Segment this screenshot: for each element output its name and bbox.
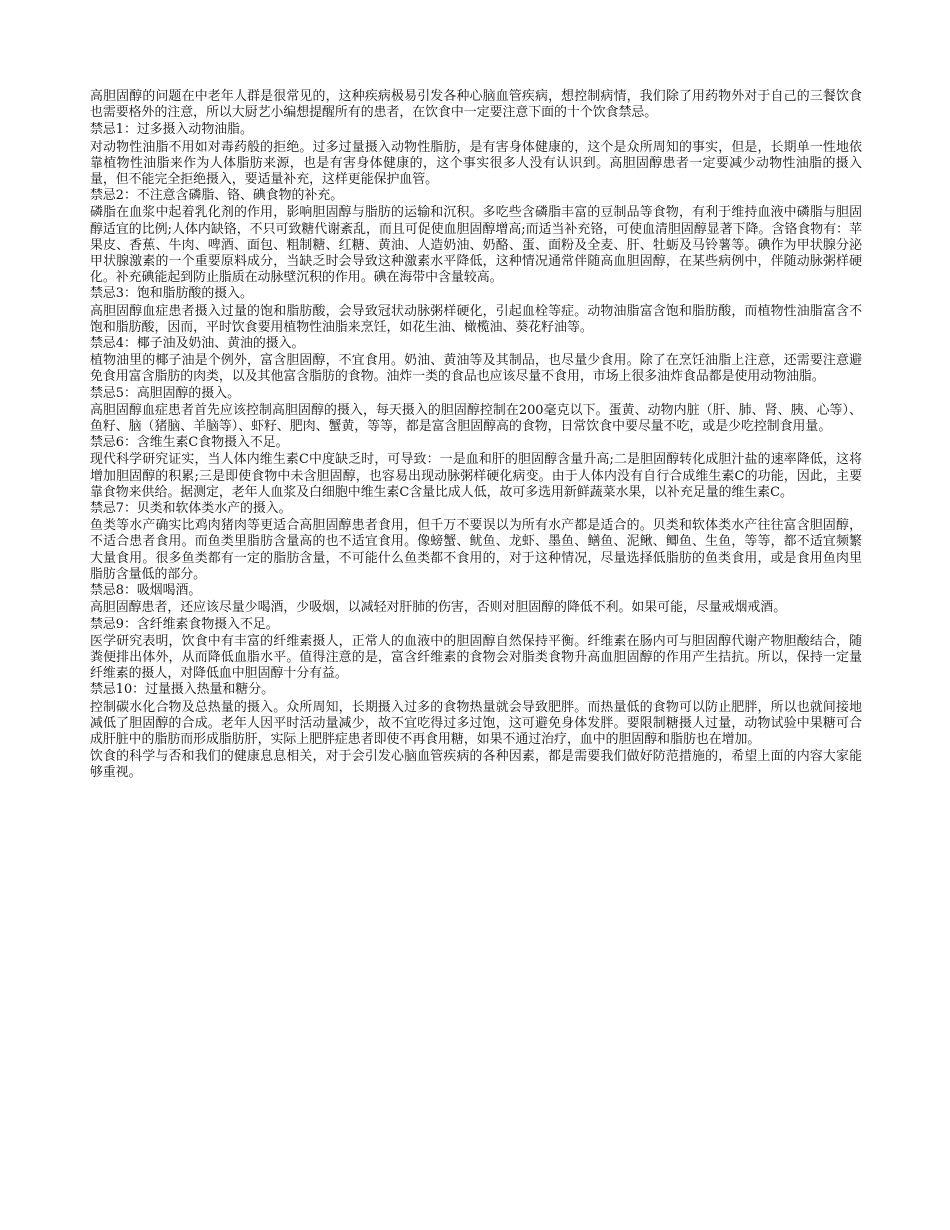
outro-paragraph: 饮食的科学与否和我们的健康息息相关，对于会引发心脑血管疾病的各种因素，都是需要我们做好防范措施的，希望上面的内容大家能够重视。	[90, 749, 862, 781]
section-2	[90, 188, 862, 286]
section-heading: 禁忌4：椰子油及奶油、黄油的摄入。	[90, 336, 305, 352]
section-body: 植物油里的椰子油是个例外，富含胆固醇，不宜食用。奶油、黄油等及其制品，也尽量少食用。除了在烹饪油脂上注意，还需要注意避免食用富含脂肪的肉类，以及其他富含脂肪的食物。油炸一类的食品也应该尽量不食用，市场上很多油炸食品都是使用动物油脂。	[90, 353, 862, 385]
section-body: 医学研究表明，饮食中有丰富的纤维素摄人，正常人的血液中的胆固醇自然保持平衡。纤维素在肠内可与胆固醇代谢产物胆酸结合，随粪便排出体外，从而降低血脂水平。值得注意的是，富含纤维素的食物会对脂类食物升高血胆固醇的作用产生拮抗。所以，保持一定量纤维素的摄人，对降低血中胆固醇十分有益。	[90, 633, 862, 682]
section-heading: 禁忌8：吸烟喝酒。	[90, 583, 202, 599]
intro-paragraph: 高胆固醇的问题在中老年人群是很常见的，这种疾病极易引发各种心脑血管疾病，想控制病情，我们除了用药物外对于自己的三餐饮食也需要格外的注意，所以大厨艺小编想提醒所有的患者，在饮食中一定要注意下面的十个饮食禁忌。	[90, 89, 862, 121]
section-3	[90, 286, 862, 336]
section-body: 对动物性油脂不用如对毒药般的拒绝。过多过量摄入动物性脂肪，是有害身体健康的，这个是众所周知的事实，但是，长期单一性地依靠植物性油脂来作为人体脂肪来源，也是有害身体健康的，这个事实很多人没有认识到。高胆固醇患者一定要减少动物性油脂的摄入量，但不能完全拒绝摄入，要适量补充，这样更能保护血管。	[90, 139, 862, 188]
section-5	[90, 386, 862, 436]
section-heading: 禁忌5：高胆固醇的摄入。	[90, 385, 240, 401]
section-body: 磷脂在血浆中起着乳化剂的作用，影响胆固醇与脂肪的运输和沉积。多吃些含磷脂丰富的豆制品等食物，有利于维持血液中磷脂与胆固醇适宜的比例;人体内缺铬，不只可致糖代谢紊乱，而且可促使血胆固醇增高;而适当补充铬，可使血清胆固醇显著下降。含铬食物有：苹果皮、香蕉、牛肉、啤酒、面包、粗制糖、红糖、黄油、人造奶油、奶酪、蛋、面粉及全麦、肝、牡蛎及马铃薯等。碘作为甲状腺分泌甲状腺激素的一个重要原料成分，当缺乏时会导致这种激素水平降低，这种情况通常伴随高血胆固醇，在某些病例中，伴随动脉粥样硬化。补充碘能起到防止脂质在动脉壁沉积的作用。碘在海带中含量较高。	[90, 205, 862, 286]
section-body: 鱼类等水产确实比鸡肉猪肉等更适合高胆固醇患者食用，但千万不要误以为所有水产都是适合的。贝类和软体类水产往往富含胆固醇，不适合患者食用。而鱼类里脂肪含量高的也不适宜食用。像螃蟹、鱿鱼、龙虾、墨鱼、鳝鱼、泥鳅、鲫鱼、生鱼，等等，都不适宜频繁大量食用。很多鱼类都有一定的脂肪含量，不可能什么鱼类都不食用的，对于这种情况，尽量选择低脂肪的鱼类食用，或是食用鱼肉里脂肪含量低的部分。	[90, 518, 862, 582]
section-body: 高胆固醇血症患者摄入过量的饱和脂肪酸，会导致冠状动脉粥样硬化，引起血栓等症。动物油脂富含饱和脂肪酸，而植物性油脂富含不饱和脂肪酸，因而，平时饮食要用植物性油脂来烹饪，如花生油、橄榄油、葵花籽油等。	[90, 303, 862, 335]
section-heading: 禁忌9：含纤维素食物摄入不足。	[90, 616, 279, 632]
section-heading: 禁忌1：过多摄入动物油脂。	[90, 122, 253, 138]
section-body: 高胆固醇血症患者首先应该控制高胆固醇的摄入，每天摄入的胆固醇控制在200毫克以下。蛋黄、动物内脏（肝、肺、肾、胰、心等）、鱼籽、脑（猪脑、羊脑等）、虾籽、肥肉、蟹黄，等等，都是富含胆固醇高的食物，日常饮食中要尽量不吃，或是少吃控制食用量。	[90, 402, 862, 435]
section-7	[90, 501, 862, 583]
section-body: 现代科学研究证实，当人体内维生素C中度缺乏时，可导致：一是血和肝的胆固醇含量升高;二是胆固醇转化成胆汁盐的速率降低，这将增加胆固醇的积累;三是即使食物中未含胆固醇，也容易出现动脉粥样硬化病变。由于人体内没有自行合成维生素C的功能，因此，主要靠食物来供给。据测定，老年人血浆及白细胞中维生素C含量比成人低，故可多选用新鲜蔬菜水果，以补充足量的维生素C。	[90, 452, 862, 500]
section-1	[90, 122, 862, 188]
section-8	[90, 583, 862, 616]
section-10	[90, 682, 862, 748]
section-6	[90, 435, 862, 501]
section-heading: 禁忌7：贝类和软体类水产的摄入。	[90, 501, 292, 517]
section-9	[90, 617, 862, 683]
section-heading: 禁忌2：不注意含磷脂、铬、碘食物的补充。	[90, 188, 344, 204]
section-heading: 禁忌3：饱和脂肪酸的摄入。	[90, 286, 253, 302]
section-heading: 禁忌10：过量摄入热量和糖分。	[90, 682, 274, 698]
section-4	[90, 336, 862, 386]
document-page	[90, 89, 862, 782]
section-body: 控制碳水化合物及总热量的摄入。众所周知，长期摄入过多的食物热量就会导致肥胖。而热量低的食物可以防止肥胖，所以也就间接地减低了胆固醇的合成。老年人因平时活动量减少，故不宜吃得过多过饱，这可避免身体发胖。要限制糖摄人过量，动物试验中果糖可合成肝脏中的脂肪而形成脂肪肝，实际上肥胖症患者即使不再食用糖，如果不通过治疗，血中的胆固醇和脂肪也在增加。	[90, 699, 862, 747]
section-heading: 禁忌6：含维生素C食物摄入不足。	[90, 435, 289, 451]
section-body: 高胆固醇患者，还应该尽量少喝酒，少吸烟，以减轻对肝肺的伤害，否则对胆固醇的降低不利。如果可能，尽量戒烟戒酒。	[90, 600, 787, 616]
